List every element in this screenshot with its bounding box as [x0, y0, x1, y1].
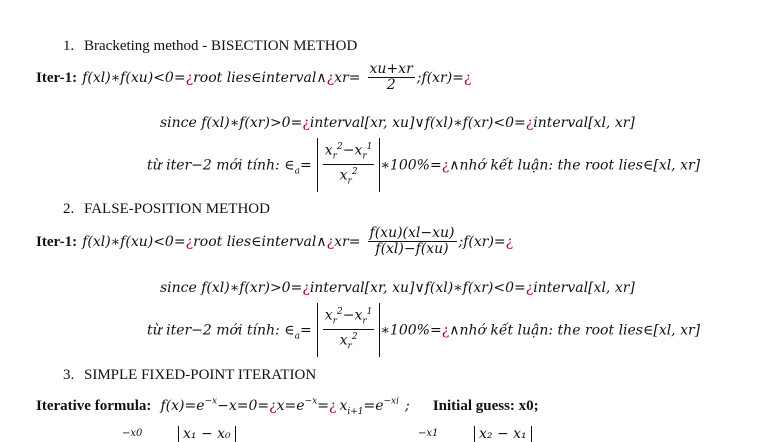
fraction-denominator: 2 — [386, 77, 396, 93]
false-position-since-equation — [160, 277, 635, 296]
qmark: ¿ — [185, 234, 194, 250]
eq-mid: root lies∈interval∧ — [193, 234, 327, 250]
section-1-heading — [63, 38, 357, 55]
eq-prefix: f(xl)∗f(xu)<0= — [82, 70, 186, 86]
formula-exp1: −x — [204, 396, 218, 407]
den-x: x — [339, 333, 348, 350]
error-abs — [317, 138, 381, 192]
section-number: 1. — [63, 38, 75, 54]
formula-exp1b: −x — [304, 396, 318, 407]
sup-1: 1 — [366, 142, 373, 152]
tu-suffix-b: ∧nhớ kết luận: the root lies∈[xl, xr] — [449, 322, 701, 339]
since-c: interval[xl, xr] — [533, 280, 635, 296]
num-x: x — [324, 142, 333, 159]
sup-2: 2 — [351, 332, 358, 343]
bottom-exp-a: −x0 — [122, 428, 143, 439]
error-fraction — [323, 140, 375, 190]
sup-1: 1 — [366, 307, 373, 317]
section-title: SIMPLE FIXED-POINT ITERATION — [84, 367, 317, 383]
iter-label: Iter-1: — [36, 70, 78, 86]
eq-xr: xr= — [334, 234, 361, 250]
formula-e: =e — [363, 398, 384, 414]
qmark: ¿ — [302, 280, 310, 296]
num-minus-x: −x — [342, 142, 363, 159]
tu-sub: a — [294, 166, 300, 177]
qmark: ¿ — [326, 70, 335, 86]
sub-r: r — [362, 151, 367, 162]
section-number: 3. — [63, 367, 75, 383]
formula-exp2: −xi — [383, 396, 400, 407]
section-title: Bracketing method - BISECTION METHOD — [84, 38, 358, 54]
tu-sub: a — [294, 331, 300, 342]
qmark: ¿ — [505, 234, 514, 250]
qmark: ¿ — [463, 70, 472, 86]
qmark: ¿ — [441, 157, 450, 174]
error-denominator — [323, 165, 375, 189]
tu-eq: = — [299, 322, 312, 339]
section-number: 2. — [63, 201, 75, 217]
sup-2: 2 — [336, 142, 343, 152]
tu-prefix: từ iter−2 mới tính: ∈ — [147, 322, 295, 339]
tu-suffix-a: ∗100%= — [380, 157, 442, 174]
eq-xr: xr= — [334, 70, 361, 86]
sub-r: r — [347, 341, 352, 352]
formula-b: −x=0= — [217, 398, 270, 414]
section-3-heading — [63, 367, 316, 384]
qmark: ¿ — [302, 115, 310, 131]
fixed-point-iterative-formula: Iterative formula: $f(x)=e^{-x}-x=0=¿x=e^{-x}=¿$ $x_{i+1}=e^{-xi}$ ; Initial guess: x0; — [36, 396, 539, 418]
sub-r: r — [362, 316, 367, 327]
qmark: ¿ — [328, 398, 337, 414]
sub-r: r — [332, 316, 337, 327]
section-title: FALSE-POSITION METHOD — [84, 201, 270, 217]
iter-label: Iter-1: — [36, 234, 78, 250]
false-position-error-equation — [147, 303, 700, 357]
bisection-fraction — [368, 62, 415, 93]
sub-r: r — [347, 176, 352, 187]
formula-c: x=e — [276, 398, 305, 414]
bottom-abs-a: x₁ − x₀ — [178, 426, 236, 442]
bisection-iter1-equation — [36, 62, 471, 93]
formula-d: x — [339, 398, 348, 414]
since-a: since f(xl)∗f(xr)>0= — [160, 280, 303, 296]
iterative-label: Iterative formula: — [36, 398, 152, 414]
since-b: interval[xr, xu]∨f(xl)∗f(xr)<0= — [309, 280, 526, 296]
eq-prefix: f(xl)∗f(xu)<0= — [82, 234, 186, 250]
since-a: since f(xl)∗f(xr)>0= — [160, 115, 303, 131]
sub-r: r — [332, 151, 337, 162]
eq-mid: root lies∈interval∧ — [193, 70, 327, 86]
since-c: interval[xl, xr] — [533, 115, 635, 131]
formula-a: f(x)=e — [160, 398, 205, 414]
bisection-error-equation — [147, 138, 700, 192]
sup-2: 2 — [351, 167, 358, 178]
num-minus-x: −x — [342, 307, 363, 324]
fraction-numerator: f(xu)(xl−xu) — [369, 225, 455, 241]
error-numerator — [323, 305, 375, 330]
formula-eq: = — [317, 398, 329, 414]
error-abs — [317, 303, 381, 357]
tu-prefix: từ iter−2 mới tính: ∈ — [147, 157, 295, 174]
qmark: ¿ — [441, 322, 450, 339]
qmark: ¿ — [525, 280, 534, 296]
num-x: x — [324, 307, 333, 324]
fraction-numerator: xu+xr — [369, 61, 413, 77]
den-x: x — [339, 168, 348, 185]
qmark: ¿ — [185, 70, 194, 86]
qmark: ¿ — [525, 115, 534, 131]
error-denominator — [323, 330, 375, 354]
eq-fxr: ;f(xr)= — [416, 70, 464, 86]
qmark: ¿ — [269, 398, 277, 414]
sup-2: 2 — [336, 307, 343, 317]
section-2-heading — [63, 201, 270, 218]
tu-eq: = — [299, 157, 312, 174]
tu-suffix-a: ∗100%= — [380, 322, 442, 339]
error-fraction — [323, 305, 375, 355]
formula-sub: i+1 — [347, 407, 364, 418]
error-numerator — [323, 140, 375, 165]
false-position-fraction — [368, 226, 457, 257]
false-position-iter1-equation — [36, 226, 513, 257]
qmark: ¿ — [326, 234, 335, 250]
fraction-denominator: f(xl)−f(xu) — [375, 241, 449, 257]
bisection-since-equation — [160, 112, 635, 131]
bottom-abs-b: x₂ − x₁ — [474, 426, 532, 442]
bottom-exp-b: −x1 — [418, 428, 439, 439]
initial-guess: Initial guess: x0; — [432, 398, 539, 414]
tu-suffix-b: ∧nhớ kết luận: the root lies∈[xl, xr] — [449, 157, 701, 174]
since-b: interval[xr, xu]∨f(xl)∗f(xr)<0= — [309, 115, 526, 131]
eq-fxr: ;f(xr)= — [458, 234, 506, 250]
